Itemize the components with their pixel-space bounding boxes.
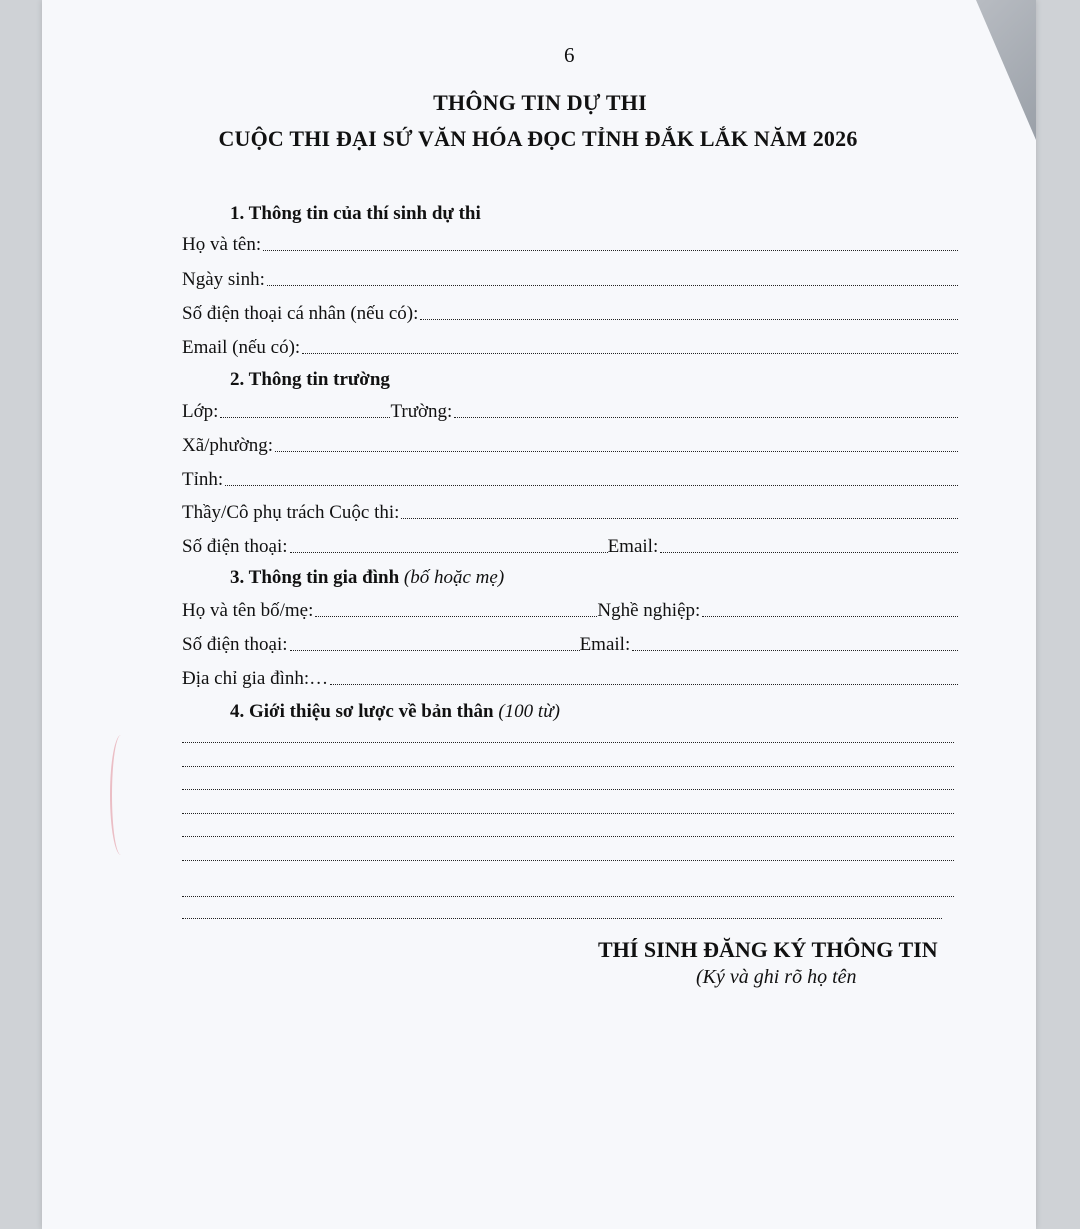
- section3-heading: [230, 567, 504, 589]
- signature-title: THÍ SINH ĐĂNG KÝ THÔNG TIN: [598, 937, 938, 962]
- parent-name-field[interactable]: [315, 615, 597, 617]
- province-label: Tỉnh:: [182, 469, 224, 490]
- class-school-row: [182, 397, 958, 423]
- school-label: Trường:: [390, 401, 453, 422]
- intro-line[interactable]: [182, 896, 954, 897]
- dob-label: Ngày sinh:: [182, 269, 265, 290]
- teacher-email-label: Email:: [607, 536, 659, 557]
- personal-email-label: Email (nếu có):: [182, 337, 301, 358]
- page-fold-corner: [976, 0, 1036, 140]
- personal-email-field[interactable]: [302, 352, 958, 354]
- teacher-row: [182, 498, 958, 524]
- parent-name-label: Họ và tên bố/mẹ:: [182, 600, 314, 621]
- contest-title: CUỘC THI ĐẠI SỨ VĂN HÓA ĐỌC TỈNH ĐẮK LẮK NĂM 2026: [218, 126, 858, 151]
- ward-field[interactable]: [275, 450, 958, 452]
- parent-phone-label: Số điện thoại:: [182, 634, 288, 655]
- name-field-row: [182, 230, 958, 256]
- teacher-phone-field[interactable]: [290, 551, 608, 553]
- faint-stamp-mark: [110, 735, 132, 855]
- intro-line[interactable]: [182, 836, 954, 837]
- page-number: 6: [564, 43, 575, 67]
- intro-line[interactable]: [182, 789, 954, 790]
- class-field[interactable]: [220, 416, 390, 418]
- intro-line[interactable]: [182, 813, 954, 814]
- parent-contact-row: [182, 630, 958, 656]
- dob-field[interactable]: [267, 284, 958, 286]
- teacher-phone-label: Số điện thoại:: [182, 536, 288, 557]
- ward-label: Xã/phường:: [182, 435, 274, 456]
- parent-row: [182, 596, 958, 622]
- class-label: Lớp:: [182, 401, 219, 422]
- section4-heading-text: 4. Giới thiệu sơ lược về bản thân: [230, 701, 494, 722]
- personal-email-row: [182, 333, 958, 359]
- personal-phone-row: [182, 299, 958, 325]
- intro-line[interactable]: [182, 742, 954, 743]
- address-field[interactable]: [330, 683, 958, 685]
- parent-email-field[interactable]: [632, 649, 958, 651]
- province-field[interactable]: [225, 484, 958, 486]
- name-label: Họ và tên:: [182, 234, 262, 255]
- province-row: [182, 465, 958, 491]
- ward-row: [182, 431, 958, 457]
- parent-email-label: Email:: [579, 634, 631, 655]
- form-title: THÔNG TIN DỰ THI: [433, 90, 647, 115]
- teacher-email-field[interactable]: [660, 551, 958, 553]
- intro-line[interactable]: [182, 918, 942, 919]
- dob-field-row: [182, 265, 958, 291]
- address-label: Địa chỉ gia đình:…: [182, 668, 329, 689]
- section4-heading-note: (100 từ): [498, 701, 560, 722]
- parent-phone-field[interactable]: [290, 649, 580, 651]
- section1-heading: 1. Thông tin của thí sinh dự thi: [230, 203, 481, 224]
- teacher-contact-row: [182, 532, 958, 558]
- name-field[interactable]: [263, 249, 958, 251]
- section2-heading: 2. Thông tin trường: [230, 369, 390, 390]
- teacher-field[interactable]: [401, 517, 958, 519]
- section3-heading-text: 3. Thông tin gia đình: [230, 567, 400, 588]
- intro-line[interactable]: [182, 766, 954, 767]
- teacher-label: Thầy/Cô phụ trách Cuộc thi:: [182, 502, 400, 523]
- job-field[interactable]: [702, 615, 958, 617]
- section3-heading-note: (bố hoặc mẹ): [403, 567, 505, 588]
- school-field[interactable]: [454, 416, 958, 418]
- section4-heading: [230, 701, 560, 723]
- address-row: [182, 664, 958, 690]
- signature-subtitle: (Ký và ghi rõ họ tên: [696, 966, 857, 988]
- personal-phone-label: Số điện thoại cá nhân (nếu có):: [182, 303, 419, 324]
- intro-line[interactable]: [182, 860, 954, 861]
- job-label: Nghề nghiệp:: [597, 600, 701, 621]
- personal-phone-field[interactable]: [420, 318, 958, 320]
